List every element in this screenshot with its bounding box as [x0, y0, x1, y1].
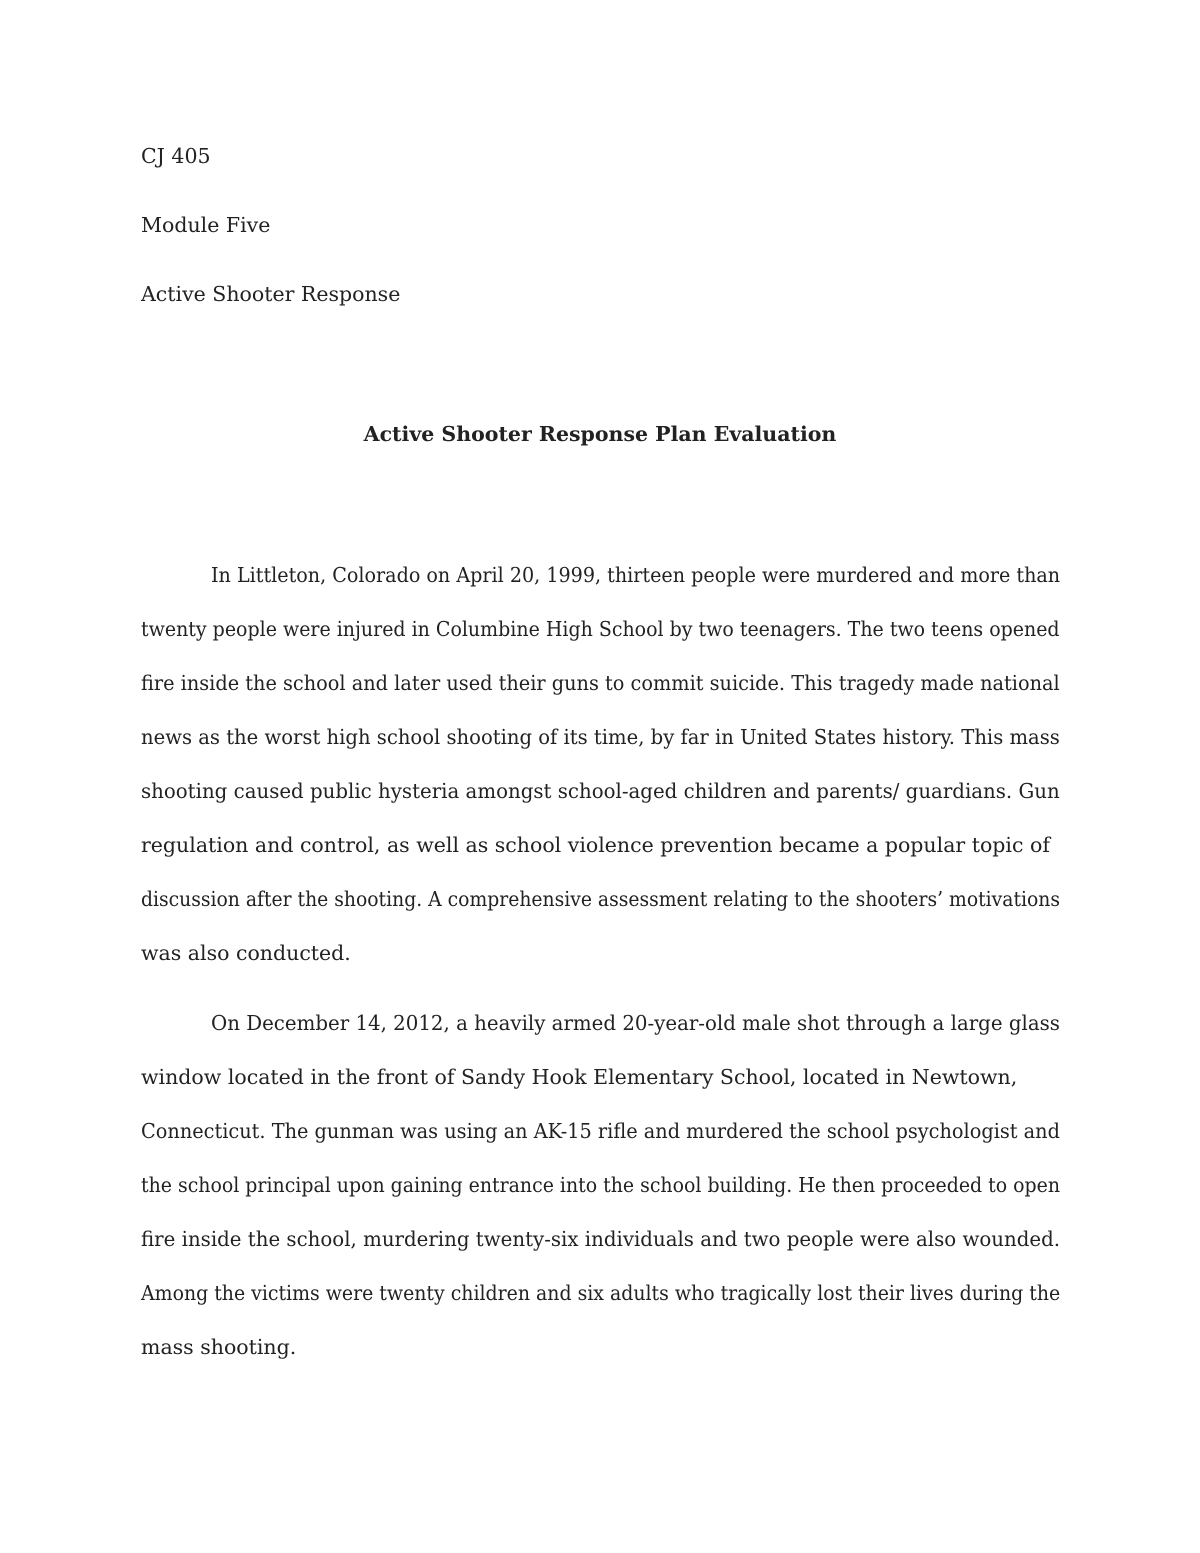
paragraph-2-line-3: Connecticut. The gunman was using an AK-15 rifle and murdered the school psychologist and — [141, 1119, 1060, 1143]
assignment-topic: Active Shooter Response — [141, 282, 401, 306]
module-name: Module Five — [141, 213, 271, 237]
paragraph-2-line-4: the school principal upon gaining entrance into the school building. He then proceeded to open — [141, 1173, 1061, 1197]
paragraph-1-line-5: shooting caused public hysteria amongst school-aged children and parents/ guardians. Gun — [141, 779, 1060, 803]
paragraph-2-line-6: Among the victims were twenty children and six adults who tragically lost their lives during the — [141, 1281, 1061, 1305]
document-title: Active Shooter Response Plan Evaluation — [363, 422, 837, 446]
paragraph-1-line-2: twenty people were injured in Columbine High School by two teenagers. The two teens opened — [141, 617, 1060, 641]
paragraph-2-line-1: On December 14, 2012, a heavily armed 20-year-old male shot through a large glass — [211, 1011, 1060, 1035]
paragraph-1-line-4: news as the worst high school shooting of its time, by far in United States history. This mass — [141, 725, 1060, 749]
paragraph-1-line-1: In Littleton, Colorado on April 20, 1999, thirteen people were murdered and more than — [211, 563, 1061, 587]
paragraph-2-line-2: window located in the front of Sandy Hook Elementary School, located in Newtown, — [141, 1065, 1018, 1089]
course-code: CJ 405 — [141, 144, 211, 168]
paragraph-1-line-8: was also conducted. — [141, 941, 351, 965]
paragraph-2-line-5: fire inside the school, murdering twenty-six individuals and two people were also wounded. — [141, 1227, 1061, 1251]
paragraph-1-line-3: fire inside the school and later used their guns to commit suicide. This tragedy made national — [141, 671, 1060, 695]
paragraph-1-line-7: discussion after the shooting. A comprehensive assessment relating to the shooters’ motivations — [141, 887, 1061, 911]
paragraph-2-line-7: mass shooting. — [141, 1335, 297, 1359]
paragraph-1-line-6: regulation and control, as well as school violence prevention became a popular topic of — [141, 833, 1050, 857]
